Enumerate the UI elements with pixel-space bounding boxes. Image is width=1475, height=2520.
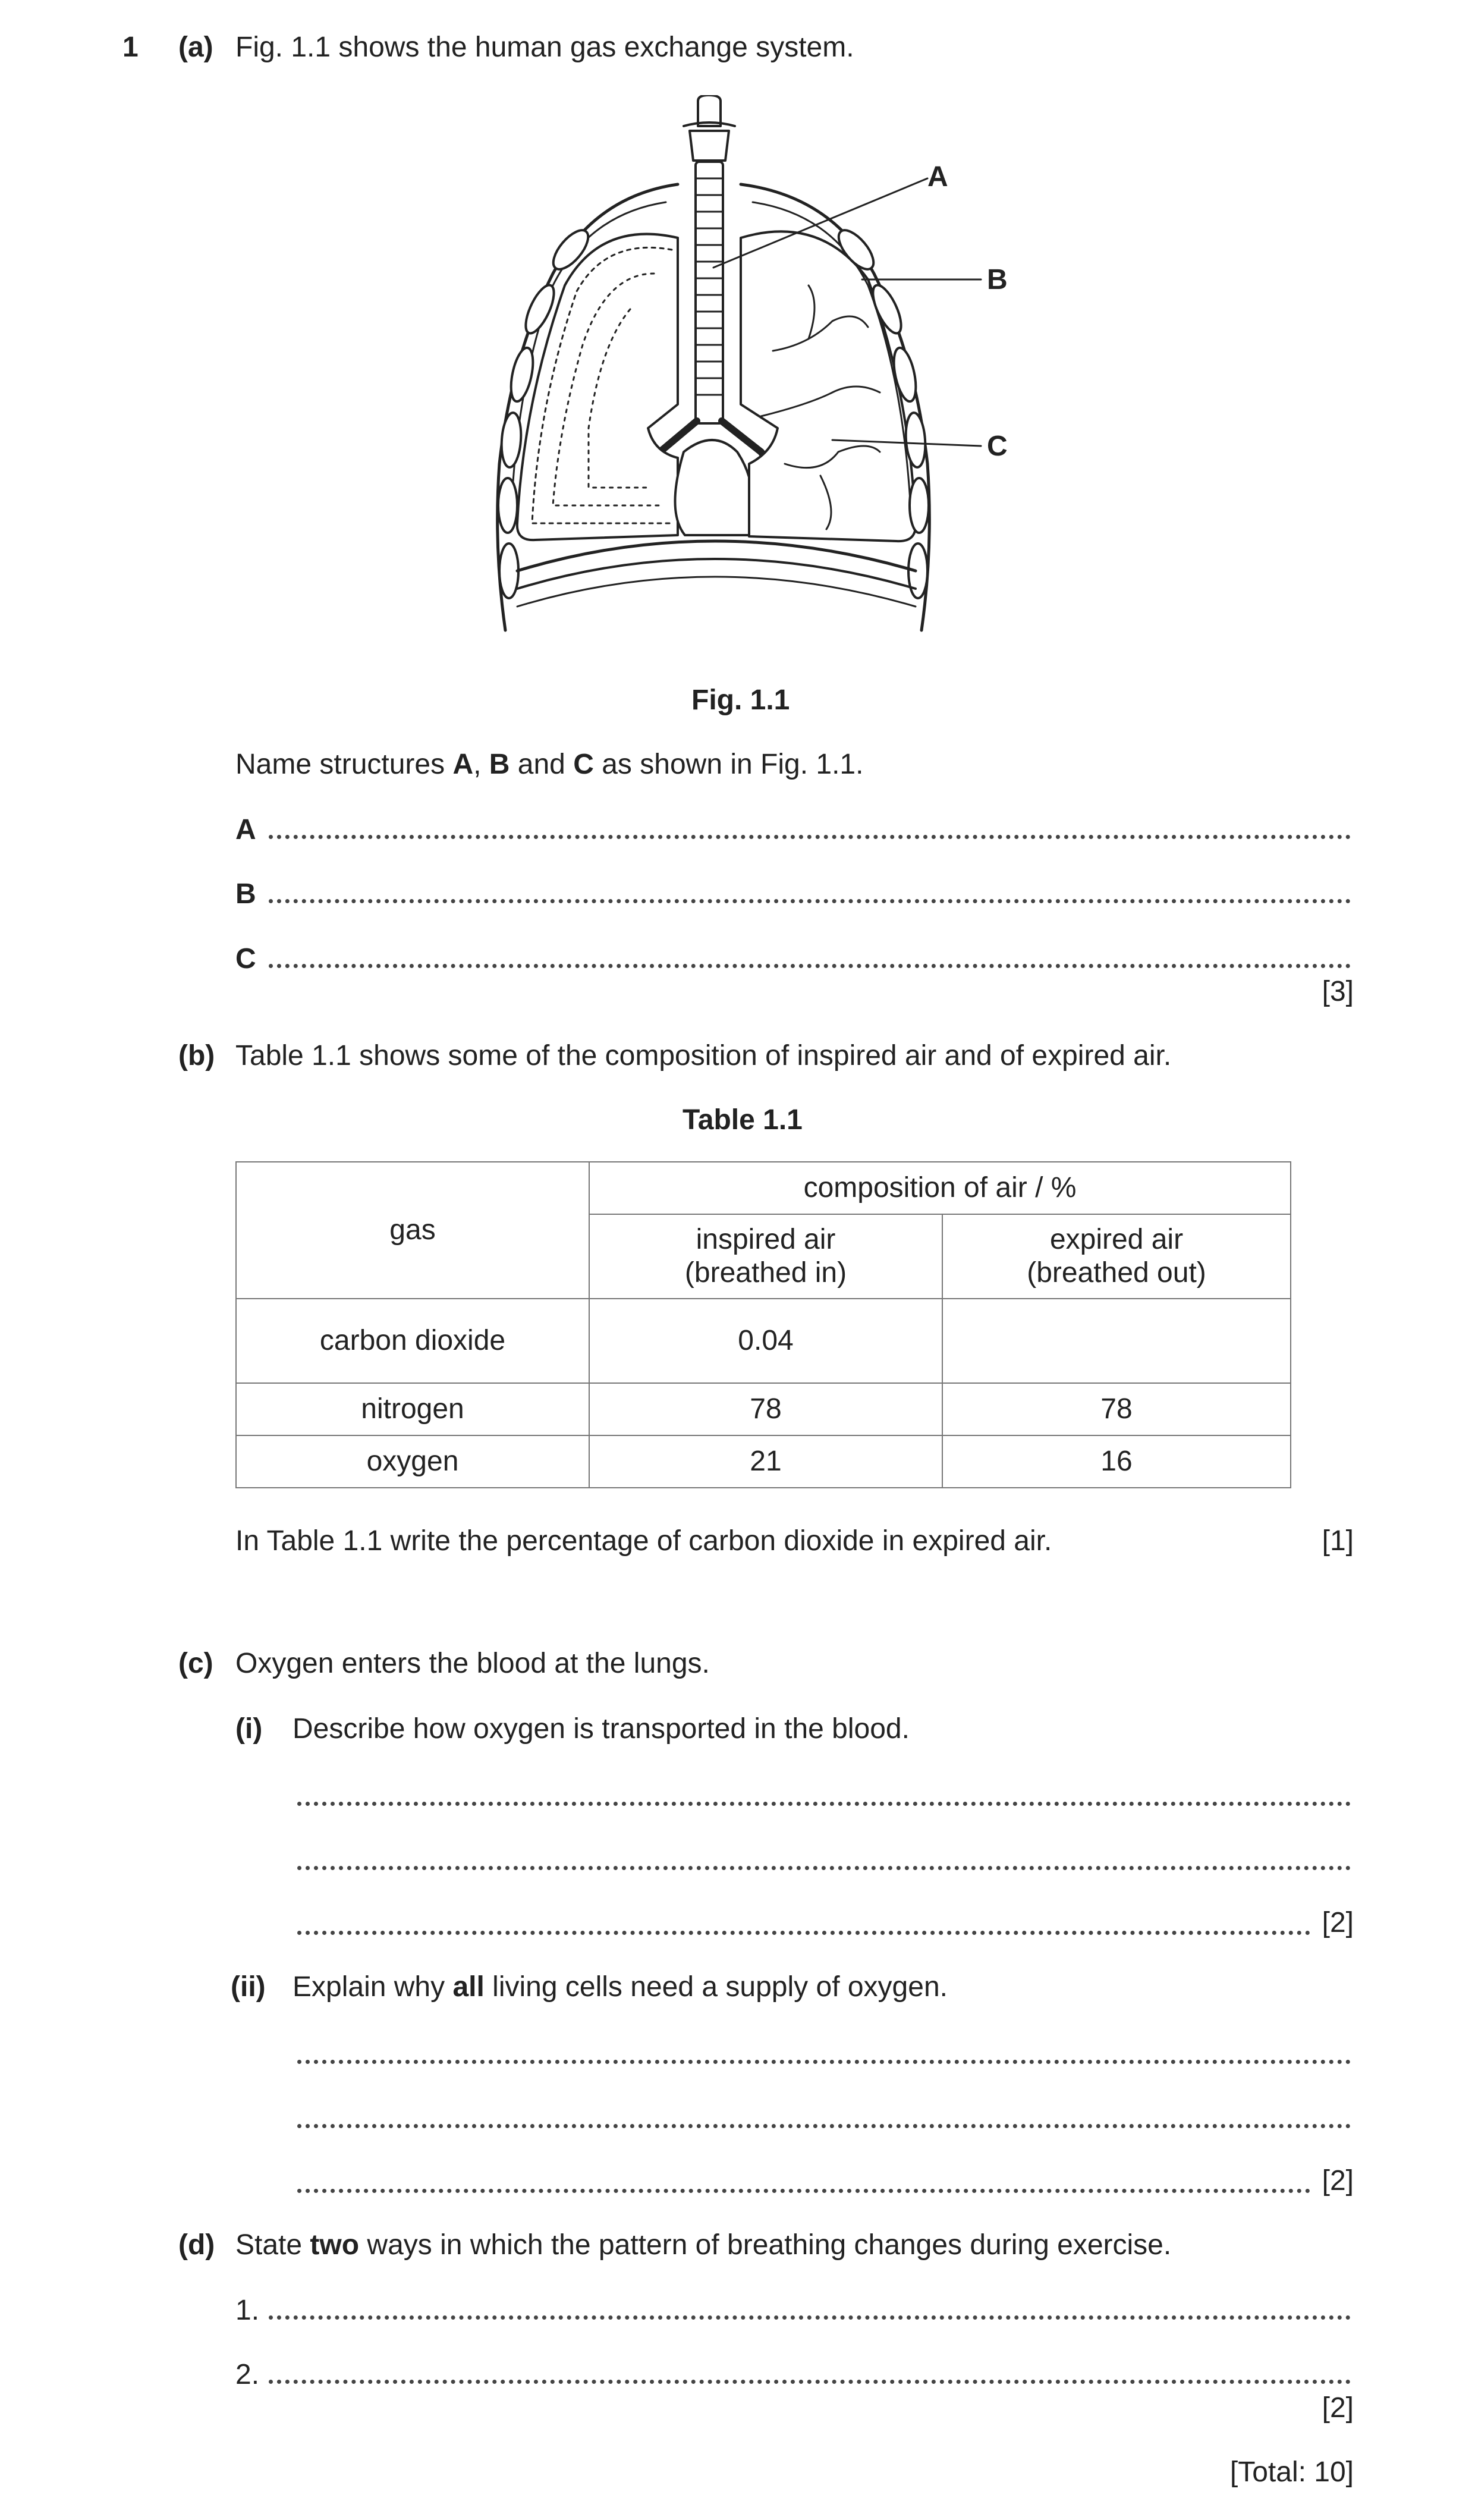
cell-inspired: 78 bbox=[589, 1383, 942, 1435]
part-c-i-marks: [2] bbox=[1322, 1907, 1354, 1938]
cell-gas: carbon dioxide bbox=[236, 1299, 589, 1383]
part-c-i-question: Describe how oxygen is transported in the blood. bbox=[293, 1713, 910, 1745]
part-a-intro: Fig. 1.1 shows the human gas exchange system. bbox=[235, 32, 854, 63]
part-a-label: (a) bbox=[178, 32, 213, 63]
table-row bbox=[236, 1435, 1291, 1488]
answer-line-b[interactable] bbox=[269, 899, 1351, 903]
part-c-ii-label: (ii) bbox=[231, 1971, 266, 2003]
answer-label-b: B bbox=[235, 878, 256, 910]
composition-table bbox=[235, 1161, 1291, 1488]
col-header-gas: gas bbox=[236, 1162, 589, 1299]
cell-expired: 16 bbox=[942, 1435, 1291, 1488]
part-d-question: State two ways in which the pattern of breathing changes during exercise. bbox=[235, 2229, 1172, 2261]
answer-line-c-ii-3[interactable] bbox=[297, 2189, 1310, 2193]
answer-line-d-1[interactable] bbox=[269, 2315, 1351, 2320]
table-row bbox=[236, 1299, 1291, 1383]
figure-caption: Fig. 1.1 bbox=[691, 684, 790, 716]
part-b-intro: Table 1.1 shows some of the composition of inspired air and of expired air. bbox=[235, 1040, 1172, 1072]
figure-label-b: B bbox=[987, 264, 1008, 296]
cell-inspired: 21 bbox=[589, 1435, 942, 1488]
answer-line-c[interactable] bbox=[269, 964, 1351, 968]
cell-gas: oxygen bbox=[236, 1435, 589, 1488]
part-b-instruction: In Table 1.1 write the percentage of carbon dioxide in expired air. bbox=[235, 1525, 1052, 1557]
col-header-expired: expired air (breathed out) bbox=[942, 1214, 1291, 1299]
question-number: 1 bbox=[122, 32, 139, 63]
cell-inspired: 0.04 bbox=[589, 1299, 942, 1383]
part-a-instruction: Name structures A, B and C as shown in Fig. 1.1. bbox=[235, 749, 864, 780]
part-b-marks: [1] bbox=[1322, 1525, 1354, 1557]
figure-label-a: A bbox=[927, 161, 948, 193]
col-header-composition: composition of air / % bbox=[589, 1162, 1291, 1214]
answer-label-c: C bbox=[235, 943, 256, 975]
answer-line-d-2[interactable] bbox=[269, 2380, 1351, 2384]
part-d-marks: [2] bbox=[1322, 2392, 1354, 2424]
figure-label-c: C bbox=[987, 431, 1008, 462]
part-c-ii-marks: [2] bbox=[1322, 2165, 1354, 2197]
answer-line-c-i-2[interactable] bbox=[297, 1866, 1351, 1870]
answer-line-a[interactable] bbox=[269, 835, 1351, 839]
answer-line-c-i-3[interactable] bbox=[297, 1931, 1310, 1935]
table-row bbox=[236, 1383, 1291, 1435]
part-c-label: (c) bbox=[178, 1648, 213, 1679]
cell-expired-answer[interactable] bbox=[942, 1299, 1291, 1383]
part-c-ii-question: Explain why all living cells need a supply of oxygen. bbox=[293, 1971, 948, 2003]
answer-line-c-ii-2[interactable] bbox=[297, 2124, 1351, 2128]
part-b-label: (b) bbox=[178, 1040, 215, 1072]
answer-label-d-2: 2. bbox=[235, 2359, 260, 2390]
part-c-i-label: (i) bbox=[235, 1713, 263, 1745]
cell-expired: 78 bbox=[942, 1383, 1291, 1435]
answer-label-d-1: 1. bbox=[235, 2295, 260, 2326]
col-header-inspired: inspired air (breathed in) bbox=[589, 1214, 942, 1299]
total-marks: [Total: 10] bbox=[1229, 2456, 1354, 2488]
answer-line-c-ii-1[interactable] bbox=[297, 2060, 1351, 2064]
answer-label-a: A bbox=[235, 814, 256, 846]
cell-gas: nitrogen bbox=[236, 1383, 589, 1435]
part-d-label: (d) bbox=[178, 2229, 215, 2261]
part-a-marks: [3] bbox=[1322, 976, 1354, 1007]
answer-line-c-i-1[interactable] bbox=[297, 1802, 1351, 1806]
table-title: Table 1.1 bbox=[683, 1104, 803, 1136]
part-c-intro: Oxygen enters the blood at the lungs. bbox=[235, 1648, 710, 1679]
